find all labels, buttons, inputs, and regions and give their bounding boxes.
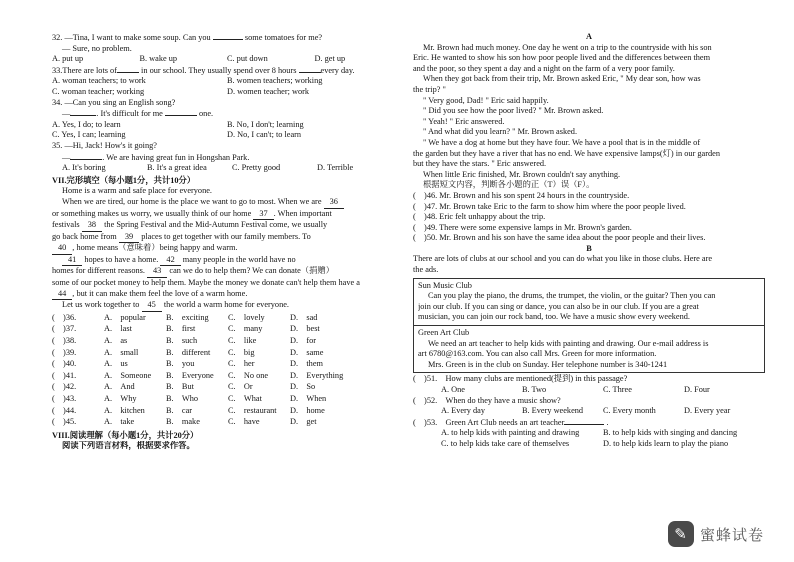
option[interactable]: A. It's boring bbox=[62, 163, 106, 173]
spacer bbox=[352, 416, 402, 428]
music-club-title: Sun Music Club bbox=[418, 280, 472, 290]
option[interactable]: A. woman teachers; to work bbox=[52, 76, 146, 86]
passage-a-text bbox=[413, 43, 765, 191]
option[interactable]: A. Every day bbox=[441, 406, 486, 416]
option[interactable]: B. to help kids with singing and dancing bbox=[603, 428, 738, 438]
cloze-option[interactable]: D. So bbox=[290, 382, 316, 392]
option[interactable]: A. to help kids with painting and drawing bbox=[441, 428, 580, 438]
art-club-title: Green Art Club bbox=[418, 328, 470, 338]
option[interactable]: D. Every year bbox=[684, 406, 731, 416]
passage-a-line: the trip? " bbox=[413, 84, 446, 94]
passage-a-line: and the poor, so they spent a day and a night on the farm of a very poor family. bbox=[413, 63, 675, 73]
cloze-option[interactable]: D. home bbox=[290, 405, 325, 415]
art-line: We need an art teacher to help kids with painting and drawing. Our e-mail address is bbox=[428, 338, 709, 348]
cloze-option[interactable]: B. But bbox=[166, 382, 194, 392]
q53-options-cd bbox=[413, 439, 765, 450]
spacer bbox=[352, 405, 402, 417]
option[interactable]: D. No, I can't; to learn bbox=[227, 130, 302, 140]
cloze-question-number: ( )37. bbox=[52, 324, 77, 334]
cloze-option[interactable]: D. When bbox=[290, 394, 327, 403]
cloze-question-number: ( )40. bbox=[52, 359, 77, 369]
cloze-option[interactable]: B. Everyone bbox=[166, 370, 214, 380]
cloze-option[interactable]: A. take bbox=[104, 417, 135, 427]
cloze-option[interactable]: D. same bbox=[290, 347, 324, 357]
cloze-option[interactable]: A. us bbox=[104, 359, 128, 369]
cloze-option[interactable]: C. like bbox=[228, 336, 257, 346]
q51-stem: ( )51. How many clubs are mentioned(提到) in this passage? bbox=[413, 374, 628, 384]
cloze-option[interactable]: B. such bbox=[166, 336, 198, 346]
spacer bbox=[352, 323, 402, 335]
spacer bbox=[352, 347, 402, 359]
spacer bbox=[352, 370, 402, 382]
music-line: Can you play the piano, the drums, the trumpet, the violin, or the guitar? Then you can bbox=[428, 291, 716, 301]
q52-stem: ( )52. When do they have a music show? bbox=[413, 395, 561, 405]
option[interactable]: C. Three bbox=[603, 385, 632, 394]
art-line: Mrs. Green is in the club on Sunday. Her telephone number is 340-1241 bbox=[428, 359, 668, 369]
cloze-option[interactable]: C. restaurant bbox=[228, 405, 277, 415]
option[interactable]: D. women teacher; work bbox=[227, 86, 310, 96]
spacer bbox=[352, 393, 402, 405]
cloze-option[interactable]: C. big bbox=[228, 347, 255, 357]
art-club-ad bbox=[413, 326, 765, 373]
cloze-option[interactable]: D. best bbox=[290, 324, 320, 334]
cloze-option[interactable]: D. sad bbox=[290, 312, 318, 322]
passage-a-line: 根据短文内容，判断各小题的正（T）误（F）。 bbox=[423, 180, 595, 190]
tf-question[interactable]: ( )47. Mr. Brown take Eric to the farm to show him where the poor people lived. bbox=[413, 201, 686, 211]
q53-options-ab bbox=[413, 428, 765, 439]
cloze-title: Home is a warm and safe place for everyone. bbox=[62, 186, 212, 196]
option[interactable]: C. woman teacher; working bbox=[52, 86, 145, 96]
art-line: art 6780@163.com. You can also call Mrs. Green for more information. bbox=[418, 349, 657, 359]
cloze-question-number: ( )45. bbox=[52, 417, 77, 427]
cloze-question-number: ( )38. bbox=[52, 336, 77, 346]
reading-heading: VIII.阅读理解（每小题1分，共计20分） bbox=[52, 430, 199, 440]
option[interactable]: B. No, I don't; learning bbox=[227, 119, 304, 129]
q32-options bbox=[52, 54, 402, 65]
q33-stem: 33.There are lots of in our school. They usually spend over 8 hours every day. bbox=[52, 65, 355, 75]
cloze-option[interactable]: A. And bbox=[104, 382, 135, 392]
passage-a-line: When little Eric finished, Mr. Brown couldn't say anything. bbox=[423, 169, 621, 179]
option[interactable]: C. Pretty good bbox=[232, 163, 281, 173]
cloze-option[interactable]: D. get bbox=[290, 417, 317, 427]
cloze-options-table bbox=[52, 312, 402, 428]
q51-options bbox=[413, 385, 765, 396]
cloze-question-number: ( )36. bbox=[52, 312, 77, 322]
q34-reply: — . It's difficult for me one. bbox=[62, 109, 214, 119]
option[interactable]: D. get up bbox=[314, 54, 346, 64]
option[interactable]: B. women teachers; working bbox=[227, 76, 323, 86]
tf-question[interactable]: ( )46. Mr. Brown and his son spent 24 hours in the countryside. bbox=[413, 190, 630, 200]
passage-a-line: " Very good, Dad! " Eric said happily. bbox=[423, 95, 549, 105]
cloze-option[interactable]: A. kitchen bbox=[104, 405, 145, 415]
cloze-option[interactable]: C. her bbox=[228, 359, 255, 369]
tf-question[interactable]: ( )48. Eric felt unhappy about the trip. bbox=[413, 212, 546, 222]
left-column bbox=[52, 32, 402, 452]
cloze-option[interactable]: A. last bbox=[104, 324, 132, 334]
cloze-question-number: ( )43. bbox=[52, 394, 77, 403]
music-line: join our club. If you can sing or dance, you can also be in our club. If you are a great bbox=[418, 301, 699, 311]
cloze-option[interactable]: A. popular bbox=[104, 312, 146, 322]
cloze-question-number: ( )41. bbox=[52, 370, 77, 380]
reading-instruction: 阅读下列语言材料，根据要求作答。 bbox=[62, 441, 195, 451]
cloze-option[interactable]: A. Someone bbox=[104, 370, 152, 380]
cloze-option[interactable]: C. Or bbox=[228, 382, 253, 392]
cloze-option[interactable]: D. Everything bbox=[290, 370, 344, 380]
cloze-option[interactable]: B. first bbox=[166, 324, 196, 334]
q34-options-ab bbox=[52, 120, 402, 131]
q52-options bbox=[413, 406, 765, 417]
option[interactable]: B. It's a great idea bbox=[147, 163, 207, 173]
q53-stem: ( )53. Green Art Club needs an art teacher . bbox=[413, 417, 609, 427]
cloze-option[interactable]: B. make bbox=[166, 417, 200, 427]
cloze-option[interactable]: A. as bbox=[104, 336, 128, 346]
tf-question[interactable]: ( )49. There were some expensive lamps in Mr. Brown's garden. bbox=[413, 222, 632, 232]
passage-a-line: " Did you see how the poor lived? " Mr. Brown asked. bbox=[423, 106, 604, 116]
spacer bbox=[352, 335, 402, 347]
q33-options-ab bbox=[52, 76, 402, 87]
music-line: musician, you can join our rock band, too. We have a music show every weekend. bbox=[418, 312, 690, 322]
passage-a-line: When they got back from their trip, Mr. Brown asked Eric, " My dear son, how was bbox=[423, 74, 701, 84]
cloze-option[interactable]: B. exciting bbox=[166, 312, 209, 322]
option[interactable]: B. Two bbox=[522, 385, 547, 394]
q34-options-cd bbox=[52, 130, 402, 141]
spacer bbox=[352, 358, 402, 370]
spacer bbox=[352, 312, 402, 324]
passage-a-questions bbox=[413, 191, 765, 244]
passage-b-intro-2: the ads. bbox=[413, 265, 439, 275]
option[interactable]: C. Every month bbox=[603, 406, 656, 416]
cloze-passage: When we are tired, our home is the place we want to go to most. When we are 36 or something makes us worry, we usually think of our home 37 . When important festivals 38 the Spring Festival and the Mid-Autumn Festival come, we usually go back home from 39 places to get together with our family members. To 40 , home means（意味着）being happy and warm. 41 hopes to have a home. 42 many people in the world have no homes for different reasons. 43 can we do to help them? We can donate（捐赠） some of our pocket money to help them. Maybe the money we donate can't help them have a 44 , but it can make them feel the love of a warm home. Let us work together to 45 the world a warm home for everyone. bbox=[52, 197, 402, 312]
q32-reply: — Sure, no problem. bbox=[62, 43, 132, 53]
cloze-option[interactable]: A. Why bbox=[104, 394, 137, 403]
bee-logo-icon: ✎ bbox=[668, 521, 694, 547]
q35-reply: — . We are having great fun in Hongshan Park. bbox=[62, 152, 250, 162]
passage-a-line: Eric. He wanted to show his son how poor people lived and the differences between them bbox=[413, 53, 711, 63]
tf-question[interactable]: ( )50. Mr. Brown and his son have the same idea about the poor people and their lives. bbox=[413, 233, 706, 243]
music-club-ad bbox=[413, 278, 765, 326]
cloze-option[interactable]: B. Who bbox=[166, 394, 199, 403]
option[interactable]: B. wake up bbox=[139, 54, 178, 64]
option[interactable]: A. Yes, I do; to learn bbox=[52, 119, 121, 129]
option[interactable]: C. Yes, I can; learning bbox=[52, 130, 126, 140]
q33-options-cd bbox=[52, 87, 402, 98]
cloze-option[interactable]: B. you bbox=[166, 359, 195, 369]
cloze-option[interactable]: D. them bbox=[290, 359, 323, 369]
cloze-option[interactable]: C. lovely bbox=[228, 312, 265, 322]
option[interactable]: D. to help kids learn to play the piano bbox=[603, 438, 729, 448]
option[interactable]: C. to help kids take care of themselves bbox=[441, 438, 570, 448]
cloze-option[interactable]: B. car bbox=[166, 405, 193, 415]
q35-stem: 35. —Hi, Jack! How's it going? bbox=[52, 140, 157, 150]
cloze-option[interactable]: D. for bbox=[290, 336, 317, 346]
right-column bbox=[413, 32, 765, 450]
cloze-question-number: ( )42. bbox=[52, 382, 77, 392]
passage-a-line: Mr. Brown had much money. One day he went on a trip to the countryside with his son bbox=[423, 42, 712, 52]
cloze-option[interactable]: C. What bbox=[228, 394, 262, 403]
option[interactable]: D. Four bbox=[684, 385, 710, 394]
passage-a-line: " And what did you learn? " Mr. Brown asked. bbox=[423, 127, 578, 137]
option[interactable]: B. Every weekend bbox=[522, 406, 584, 416]
cloze-option[interactable]: C. have bbox=[228, 417, 260, 427]
option[interactable]: D. Terrible bbox=[317, 163, 354, 173]
watermark-text: 蜜蜂试卷 bbox=[700, 525, 765, 544]
cloze-option[interactable]: A. small bbox=[104, 347, 139, 357]
passage-a-label: A bbox=[586, 32, 592, 41]
q32-stem: 32. —Tina, I want to make some soup. Can you some tomatoes for me? bbox=[52, 33, 323, 42]
passage-b-intro: There are lots of clubs at our school and you can do what you like in those clubs. Here are bbox=[413, 254, 713, 264]
passage-a-line: but they have the stars. " Eric answered. bbox=[413, 159, 547, 169]
spacer bbox=[352, 381, 402, 393]
watermark bbox=[668, 521, 764, 547]
option[interactable]: A. put up bbox=[52, 54, 84, 64]
cloze-option[interactable]: B. different bbox=[166, 347, 211, 357]
cloze-heading: VII.完形填空（每小题1分，共计10分） bbox=[52, 175, 196, 185]
passage-b-label: B bbox=[586, 243, 592, 253]
passage-a-line: " We have a dog at home but they have four. We have a pool that is in the middle of bbox=[423, 137, 701, 147]
option[interactable]: C. put down bbox=[227, 54, 268, 64]
cloze-question-number: ( )39. bbox=[52, 347, 77, 357]
q34-stem: 34. —Can you sing an English song? bbox=[52, 97, 176, 107]
cloze-option[interactable]: C. No one bbox=[228, 370, 269, 380]
passage-a-line: " Yeah! " Eric answered. bbox=[423, 116, 505, 126]
option[interactable]: A. One bbox=[441, 385, 465, 394]
cloze-option[interactable]: C. many bbox=[228, 324, 263, 334]
cloze-question-number: ( )44. bbox=[52, 405, 77, 415]
passage-a-line: the garden but they have a river that has no end. We have expensive lamps(灯) in our garden bbox=[413, 148, 720, 158]
q35-options bbox=[52, 163, 402, 174]
